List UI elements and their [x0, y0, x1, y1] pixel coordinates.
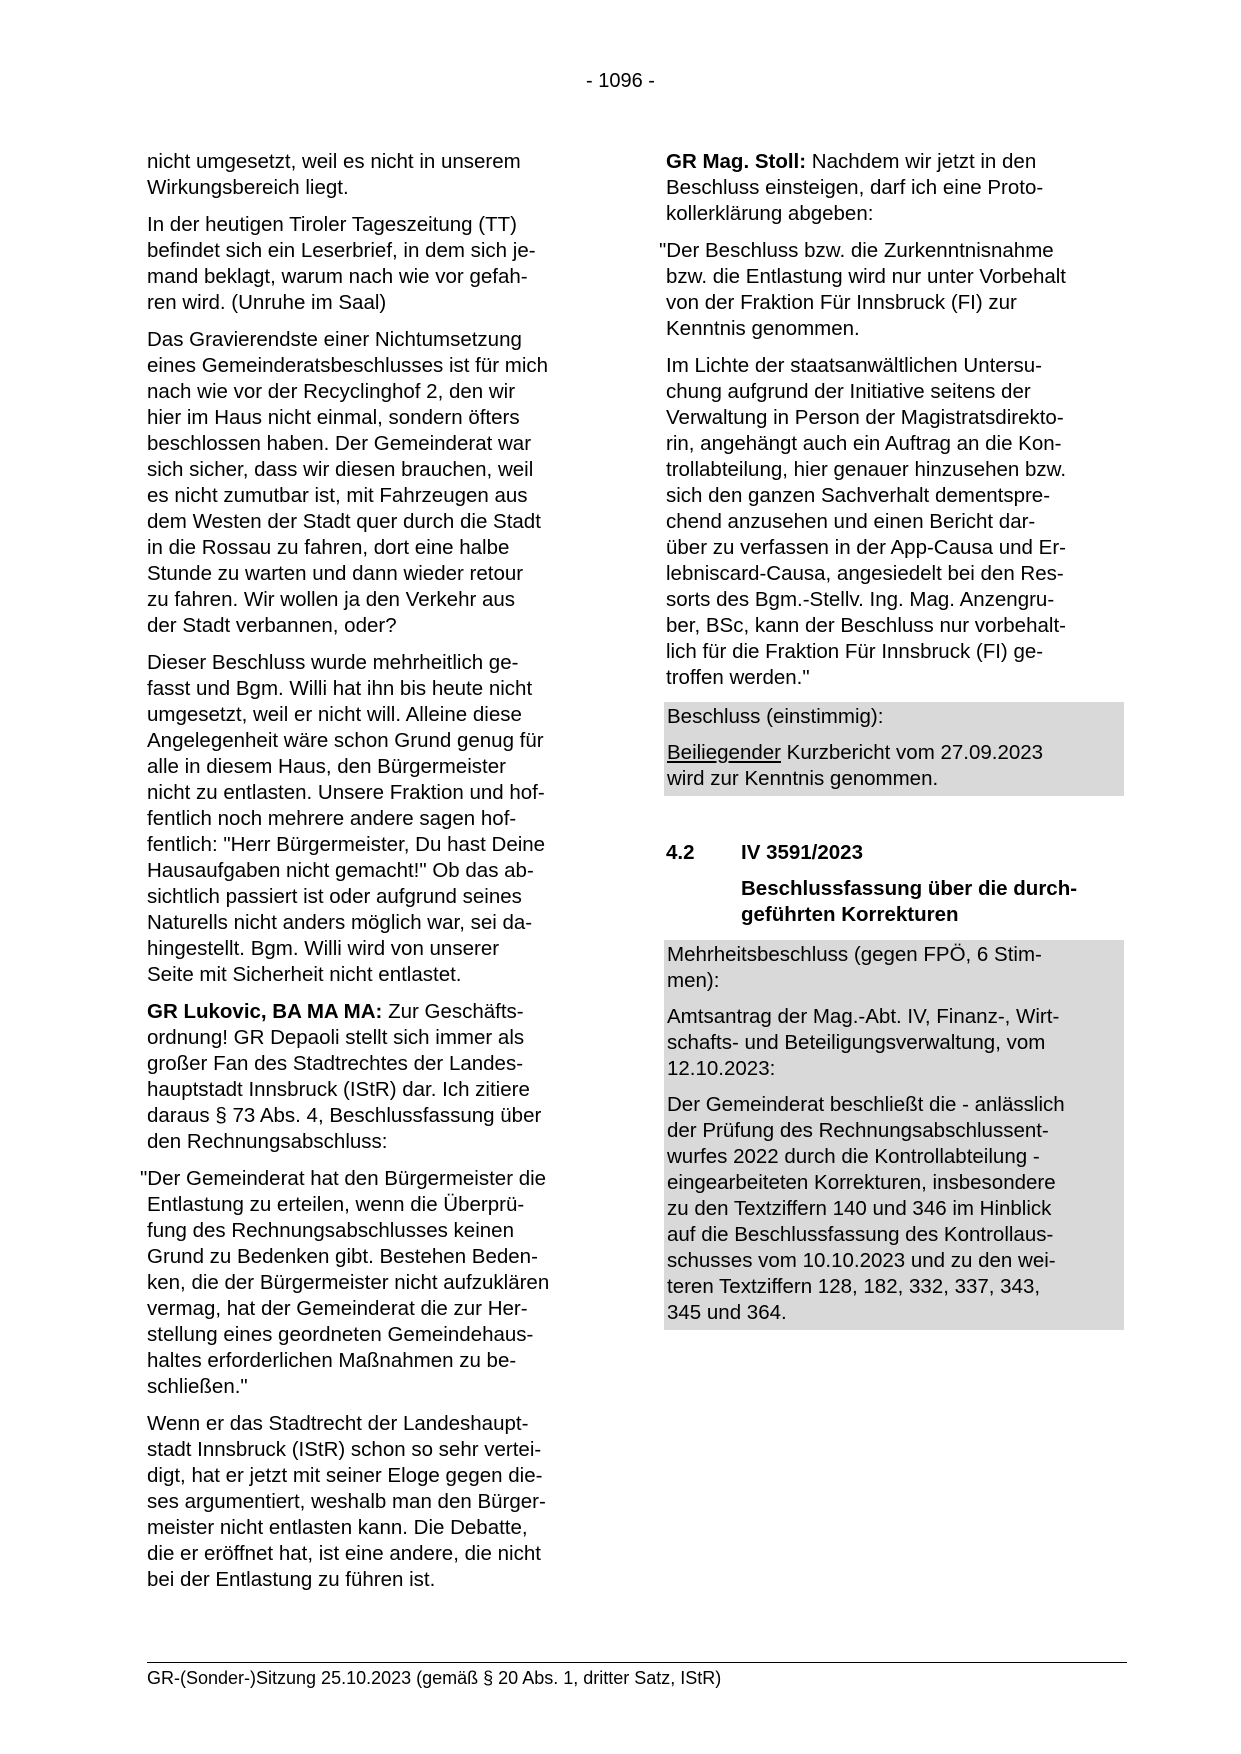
agenda-code: IV 3591/2023: [741, 841, 863, 864]
paragraph: Dieser Beschluss wurde mehrheitlich ge- fasst und Bgm. Willi hat ihn bis heute nicht umgesetzt, weil er nicht will. Alleine diese Angelegenheit wäre schon Grund genug für alle in diesem Haus, den Bürgermeister nicht zu entlasten. Unsere Fraktion und hof- fentlich noch mehrere andere sagen hof- fentlich: "Herr Bürgermeister, Du hast Deine Hausaufgaben nicht gemacht!" Ob das ab- sichtlich passiert ist oder aufgrund seines Naturells nicht anders möglich war, sei da- hingestellt. Bgm. Willi wird von unserer Seite mit Sicherheit nicht entlastet.: [147, 651, 546, 986]
antrag-text: Amtsantrag der Mag.-Abt. IV, Finanz-, Wirt- schafts- und Beteiligungsverwaltung, vom 12.10.2023:: [667, 1005, 1060, 1080]
beschluss-underlined: Beiliegender: [667, 741, 781, 764]
speaker-text: Nachdem wir jetzt in den Beschluss einsteigen, darf ich eine Proto- kollerklärung abgeben:: [666, 150, 1044, 225]
beschluss-text: Der Gemeinderat beschließt die - anlässlich der Prüfung des Rechnungsabschlussent- wurfes 2022 durch die Kontrollabteilung - eingearbeiteten Korrekturen, insbesondere zu den Textziffern 140 und 346 im Hinblick auf die Beschlussfassung des Kontrollaus- schusses vom 10.10.2023 und zu den wei- teren Textziffern 128, 182, 332, 337, 343, 345 und 364.: [667, 1093, 1065, 1324]
beschluss-body: Kurzbericht vom 27.09.2023 wird zur Kenntnis genommen.: [667, 741, 1044, 790]
beschluss-heading: Beschluss (einstimmig):: [667, 705, 884, 728]
paragraph: In der heutigen Tiroler Tageszeitung (TT) befindet sich ein Leserbrief, in dem sich je- mand beklagt, warum nach wie vor gefah- ren wird. (Unruhe im Saal): [147, 213, 536, 314]
speaker-name: GR Mag. Stoll:: [666, 150, 807, 173]
beschluss-heading: Mehrheitsbeschluss (gegen FPÖ, 6 Stim- men):: [667, 943, 1042, 992]
page-number: - 1096 -: [586, 70, 655, 92]
beschluss-box: [664, 702, 1124, 796]
agenda-item: [666, 840, 1124, 928]
speaker-paragraph: [147, 999, 599, 1155]
quote-paragraph: "Der Beschluss bzw. die Zurkenntnisnahme bzw. die Entlastung wird nur unter Vorbehalt von der Fraktion Für Innsbruck (FI) zur Kenntnis genommen.: [659, 239, 1066, 340]
paragraph: Das Gravierendste einer Nichtumsetzung eines Gemeinderatsbeschlusses ist für mich nach wie vor der Recyclinghof 2, den wir hier im Haus nicht einmal, sondern öfters beschlossen haben. Der Gemeinderat war sich sicher, dass wir diesen brauchen, weil es nicht zumutbar ist, mit Fahrzeugen aus dem Westen der Stadt quer durch die Stadt in die Rossau zu fahren, dort eine halbe Stunde zu warten und dann wieder retour zu fahren. Wir wollen ja den Verkehr aus der Stadt verbannen, oder?: [147, 328, 549, 637]
paragraph: Wenn er das Stadtrecht der Landeshaupt- stadt Innsbruck (IStR) schon so sehr vertei- digt, hat er jetzt mit seiner Eloge gegen die- ses argumentiert, weshalb man den Bürger- meister nicht entlasten kann. Die Debatte, die er eröffnet hat, ist eine andere, die nicht bei der Entlastung zu führen ist.: [147, 1412, 546, 1591]
paragraph: Im Lichte der staatsanwältlichen Untersu- chung aufgrund der Initiative seitens der Verwaltung in Person der Magistratsdirekto- rin, angehängt auch ein Auftrag an die Kon- trollabteilung, hier genauer hinzusehen bzw. sich den ganzen Sachverhalt dementspre- chend anzusehen und einen Bericht dar- über zu verfassen in der App-Causa und Er- lebniscard-Causa, angesiedelt bei den Res- sorts des Bgm.-Stellv. Ing. Mag. Anzengru- ber, BSc, kann der Beschluss nur vorbehalt- lich für die Fraktion Für Innsbruck (FI) ge- troffen werden.": [666, 354, 1067, 689]
beschluss-box: [664, 940, 1124, 1330]
footer: GR-(Sonder-)Sitzung 25.10.2023 (gemäß § 20 Abs. 1, dritter Satz, IStR): [147, 1668, 722, 1688]
agenda-number: 4.2: [666, 841, 695, 864]
agenda-title: Beschlussfassung über die durch- geführten Korrekturen: [741, 877, 1078, 926]
quote-paragraph: "Der Gemeinderat hat den Bürgermeister die Entlastung zu erteilen, wenn die Überprü- fung des Rechnungsabschlusses keinen Grund zu Bedenken gibt. Bestehen Beden- ken, die der Bürgermeister nicht aufzuklären vermag, hat der Gemeinderat die zur Her- stellung eines geordneten Gemeindehaus- haltes erforderlichen Maßnahmen zu be- schließen.": [140, 1167, 550, 1398]
footer-divider: [147, 1662, 1127, 1663]
beschluss-text: [667, 740, 1120, 792]
right-column: [659, 149, 1124, 1330]
speaker-paragraph: [666, 149, 1124, 227]
speaker-name: GR Lukovic, BA MA MA:: [147, 1000, 383, 1023]
speaker-text: Zur Geschäfts- ordnung! GR Depaoli stellt sich immer als großer Fan des Stadtrechtes der Landes- hauptstadt Innsbruck (IStR) dar. Ich zitiere daraus § 73 Abs. 4, Beschlussfassung über den Rechnungsabschluss:: [147, 1000, 542, 1153]
paragraph: nicht umgesetzt, weil es nicht in unserem Wirkungsbereich liegt.: [147, 150, 521, 199]
left-column: [140, 149, 599, 1604]
